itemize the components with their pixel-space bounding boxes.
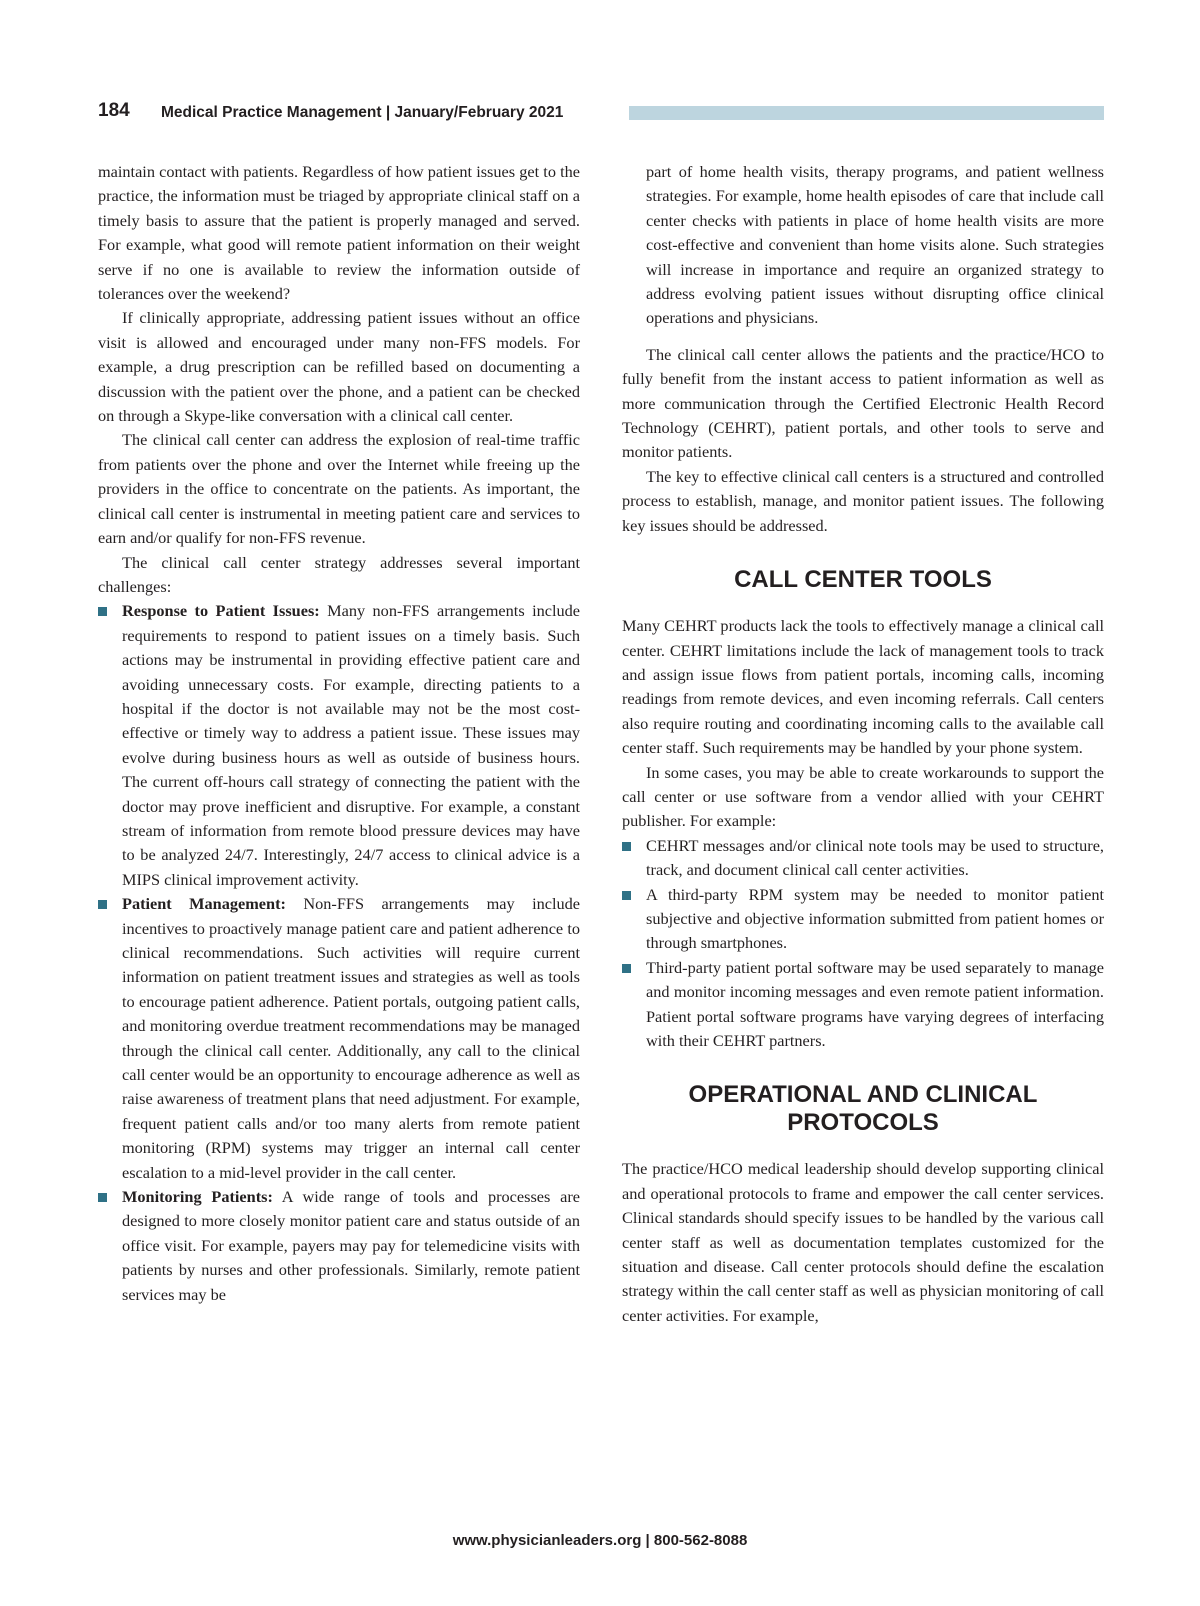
journal-title: Medical Practice Management | January/February 2021 [161,104,564,121]
bullet-square-icon [622,964,631,973]
challenges-list [98,599,580,1307]
bullet-text: CEHRT messages and/or clinical note tools may be used to structure, track, and document clinical call center activities. [646,835,1104,880]
paragraph: Many CEHRT products lack the tools to effectively manage a clinical call center. CEHRT limitations include the lack of management tools to track and assign issue flows from patient portals, incoming calls, incoming readings from remote devices, and even incoming referrals. Call centers also require routing and coordinating incoming calls to the available call center staff. Such requirements may be handled by your phone system. [622,616,1104,758]
section-heading-call-center-tools: CALL CENTER TOOLS [734,566,992,594]
paragraph: The practice/HCO medical leadership should develop supporting clinical and operational protocols to frame and empower the call center services. Clinical standards should specify issues to be handled by the various call center staff as well as documentation templates customized for the situation and disease. Call center protocols should define the escalation strategy within the call center staff as well as physician monitoring of call center activities. For example, [622,1159,1104,1325]
list-item [98,892,580,1185]
paragraph: The clinical call center strategy addresses several important challenges: [98,552,580,596]
list-item [622,883,1104,956]
list-item [622,834,1104,883]
footer-contact: www.physicianleaders.org | 800-562-8088 [452,1532,748,1549]
paragraph: In some cases, you may be able to create workarounds to support the call center or use software from a vendor allied with your CEHRT publisher. For example: [622,762,1104,831]
right-column [622,160,1104,1328]
bullet-square-icon [98,900,107,909]
page-number: 184 [98,100,130,121]
bullet-square-icon [98,1193,107,1202]
paragraph: maintain contact with patients. Regardless of how patient issues get to the practice, the information must be triaged by appropriate clinical staff on a timely basis to assure that the patient is properly managed and served. For example, what good will remote patient information on their weight serve if no one is available to review the information outside of tolerances over the weekend? [98,162,580,304]
bullet-text: Non-FFS arrangements may include incentives to proactively manage patient care and patient adherence to clinical recommendations. Such activities will require current information on patient treatment issues and strategies as well as tools to encourage patient adherence. Patient portals, outgoing patient calls, and monitoring overdue treatment recommendations may be managed through the clinical call center. Additionally, any call to the clinical call center would be an opportunity to encourage adherence as well as raise awareness of treatment plans that need adjustment. For example, frequent patient calls and/or too many alerts from remote patient monitoring (RPM) systems may trigger an internal call center escalation to a mid-level provider in the call center. [122,894,580,1182]
paragraph: The clinical call center can address the explosion of real-time traffic from patients over the phone and over the Internet while freeing up the providers in the office to concentrate on the patients. As important, the clinical call center is instrumental in meeting patient care and services to earn and/or qualify for non-FFS revenue. [98,430,580,548]
header-bar [629,106,1104,120]
list-item [622,956,1104,1054]
workarounds-list [622,834,1104,1054]
section-heading-protocols: OPERATIONAL AND CLINICAL PROTOCOLS [688,1081,1038,1137]
list-item [98,1185,580,1307]
paragraph: The key to effective clinical call centers is a structured and controlled process to establish, manage, and monitor patient issues. The following key issues should be addressed. [622,466,1104,535]
bullet-square-icon [98,607,107,616]
bullet-lead: Response to Patient Issues: [122,601,320,621]
bullet-text: Third-party patient portal software may be used separately to manage and monitor incoming messages and even remote patient information. Patient portal software programs have varying degrees of interfacing with their CEHRT partners. [646,957,1104,1050]
bullet-square-icon [622,842,631,851]
left-column [98,160,580,1307]
bullet-text: A wide range of tools and processes are designed to more closely monitor patient care and status outside of an office visit. For example, payers may pay for telemedicine visits with patients by nurses and other professionals. Similarly, remote patient services may be [122,1187,581,1304]
bullet-lead: Patient Management: [122,894,286,914]
bullet-text: A third-party RPM system may be needed to monitor patient subjective and objective information submitted from patient homes or through smartphones. [646,884,1104,953]
paragraph: If clinically appropriate, addressing patient issues without an office visit is allowed and encouraged under many non-FFS models. For example, a drug prescription can be refilled based on documenting a discussion with the patient over the phone, and a patient can be checked on through a Skype-like conversation with a clinical call center. [98,308,580,426]
bullet-square-icon [622,891,631,900]
list-item [98,599,580,892]
bullet-continuation: part of home health visits, therapy programs, and patient wellness strategies. For example, home health episodes of care that include call center checks with patients in place of home health visits are more cost-effective and convenient than home visits alone. Such strategies will increase in importance and require an organized strategy to address evolving patient issues without disrupting office clinical operations and physicians. [646,162,1104,328]
bullet-lead: Monitoring Patients: [122,1187,273,1207]
paragraph: The clinical call center allows the patients and the practice/HCO to fully benefit from the instant access to patient information as well as more communication through the Certified Electronic Health Record Technology (CEHRT), patient portals, and other tools to serve and monitor patients. [622,344,1104,462]
bullet-text: Many non-FFS arrangements include requirements to respond to patient issues on a timely basis. Such actions may be instrumental in providing effective patient care and avoiding unnecessary costs. For example, directing patients to a hospital if the doctor is not available may not be the most cost-effective or timely way to address a patient issue. These issues may evolve during business hours as well as outside of business hours. The current off-hours call strategy of connecting the patient with the doctor may prove inefficient and disruptive. For example, a constant stream of information from remote blood pressure devices may have to be analyzed 24/7. Interestingly, 24/7 access to clinical advice is a MIPS clinical improvement activity. [122,601,580,889]
running-header [98,100,1104,130]
